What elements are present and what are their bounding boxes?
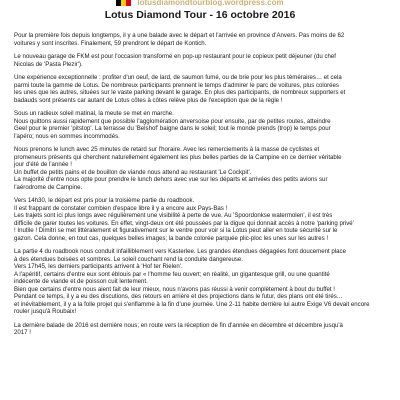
belgian-flag-icon <box>116 0 131 6</box>
paragraph-line: La dernière balade de 2016 est dernière nous; en route vers la réception de fin d'année en décembre et décembre jusqu'à <box>14 321 343 329</box>
article-paragraph <box>14 248 388 316</box>
paragraph-line: A l'apéritif, certains d'entre eux sont éblouis par « l'homme feu ouvert; en réalité, un gigantesque grill, ou une quantité <box>14 270 330 278</box>
paragraph-line: jour d'été de l'année ! <box>14 161 72 168</box>
paragraph-line: rouler jusqu'à Roubaix! <box>14 308 77 315</box>
paragraph-line: 2017 ! <box>14 329 31 336</box>
paragraph-line: Une expérience exceptionnelle : profiter d'un oeuf, de lard, de saumon fumé, ou de brie pour les plus téméraires… et cela <box>14 74 342 81</box>
page-title: Lotus Diamond Tour - 16 octobre 2016 <box>104 9 296 21</box>
paragraph-line: La partie 4 du roadbook nous conduit infailliblement vers Kasterlee. Les grandes étendues dégagées font doucement place <box>14 248 346 255</box>
paragraph-line: Il est frappant de constater combien d'espace libre il y a encore aux Pays-Bas ! <box>14 204 228 212</box>
paragraph-line: et inévitablement, il y a la folle projet qui s'enflamme à la fin d'une journée. Une 2-11 habite derrière lui autre Exige V6 devait encore <box>14 300 370 308</box>
article-paragraph <box>14 322 388 337</box>
paragraph-line: Nous quittons aussi rapidement que possible l'agglomération anversoise pour ensuite, par de petites routes, atteindre <box>14 117 331 125</box>
paragraph-line: Bien que certains d'entre nous aient fait de leur mieux, nous n'avons pas réussi à venir complètement à bout du buffet ! <box>14 285 335 293</box>
article-paragraph <box>14 110 388 140</box>
paragraph-line: Les trajets sont ici plus longs avec régulièrement une visibilité à perte de vue. Au 'Spoordonkse watermolen', il est très <box>14 212 333 219</box>
paragraph-line: La majorité d'entre nous opte pour prendre le lunch dehors avec vue sur les départs et arrivées des petits avions sur <box>14 176 328 183</box>
paragraph-line: Le nouveau garage de FKM est pour l'occasion transformé en pop-up restaurant pour le copieux petit déjeuner (du chef <box>14 53 336 60</box>
paragraph-line: promeneurs présents qui cherchent naturellement également les plus belles parties de la Campine en ce dernier véritable <box>14 153 342 161</box>
paragraph-line: ! Inutile ! Dimitri se met littéralement et figurativement sur le ventre pour voir si la Lotus peut aller en toute sécurité sur le <box>14 227 338 234</box>
paragraph-line: indécente de viande et de poisson cuit lentement. <box>14 278 148 285</box>
paragraph-line: Sous un radieux soleil matinal, la meute se met en marche. <box>14 110 174 117</box>
paragraph-line: Nous prenons le lunch avec 25 minutes de retard sur l'horaire. Avec les remerciements à la masse de cyclistes et <box>14 146 320 153</box>
paragraph-line: Vers 17h45, les derniers participants arrivent à 'Hof ter Rielen'. <box>14 263 183 270</box>
paragraph-line: Pour la première fois depuis longtemps, il y a une balade avec le départ et l'arrivée en province d'Anvers. Pas moins de 62 <box>14 32 345 39</box>
paragraph-line: Nicolas de 'Pasta Plezir'). <box>14 60 83 68</box>
site-banner: lotusdiamondtourblog.wordpress.com <box>137 0 284 6</box>
article-paragraph <box>14 74 388 104</box>
paragraph-line: voitures y sont inscrites. Finalement, 59 prendront le départ de Kontich. <box>14 39 207 47</box>
paragraph-line: Un buffet de petits pains et de bouillon de viande nous attend au restaurant 'Le Cockpit'. <box>14 168 252 176</box>
paragraph-line: gazon. Cela donne, en tout cas, quelques belles images; la bande colorée parquée plic-ploc les unes sur les autres ! <box>14 234 329 242</box>
article-paragraph <box>14 146 388 191</box>
paragraph-line: Pendant ce temps, il y a eu des discutions, des retours en arrière et des projections dans le futur, des plans ont été tirés… <box>14 293 343 300</box>
header-strip <box>0 0 400 7</box>
article-paragraph <box>14 197 388 242</box>
paragraph-line: l'aérodrome de Campine. <box>14 183 83 191</box>
article-body <box>14 32 388 343</box>
article-paragraph <box>14 53 388 68</box>
paragraph-line: l'apéro; nous en sommes incommodés. <box>14 132 120 140</box>
paragraph-line: difficile de garer toutes les voitures. En effet, vingt-deux ont été poussées par la digue qui donnait accès à notre 'parking privé' <box>14 219 354 227</box>
paragraph-line: Vers 14h30, le départ est pris pour la troisième partie du roadbook. <box>14 197 195 204</box>
paragraph-line: les unes que les autres, situées sur le vaste parking devant le garage. En plus des participants, de nombreux supporters et <box>14 89 346 96</box>
paragraph-line: Geel pour le premier 'pitstop'. La terrasse du 'Belshof' baigne dans le soleil; tout le monde prends (trop) le temps pour <box>14 125 331 132</box>
paragraph-line: à des étendues boisées et sombres. Le soleil couchant rend la conduite dangereuse. <box>14 255 244 263</box>
flag-red-stripe <box>126 0 131 6</box>
paragraph-line: badauds sont présents car autant de Lotus côtes à côtes relève plus de l'exception que de la règle ! <box>14 96 283 104</box>
paragraph-line: parmi toute la gamme de Lotus. De nombreux participants prennent le temps d'admirer le parc de voitures, plus colorées <box>14 81 339 89</box>
article-paragraph <box>14 32 388 47</box>
